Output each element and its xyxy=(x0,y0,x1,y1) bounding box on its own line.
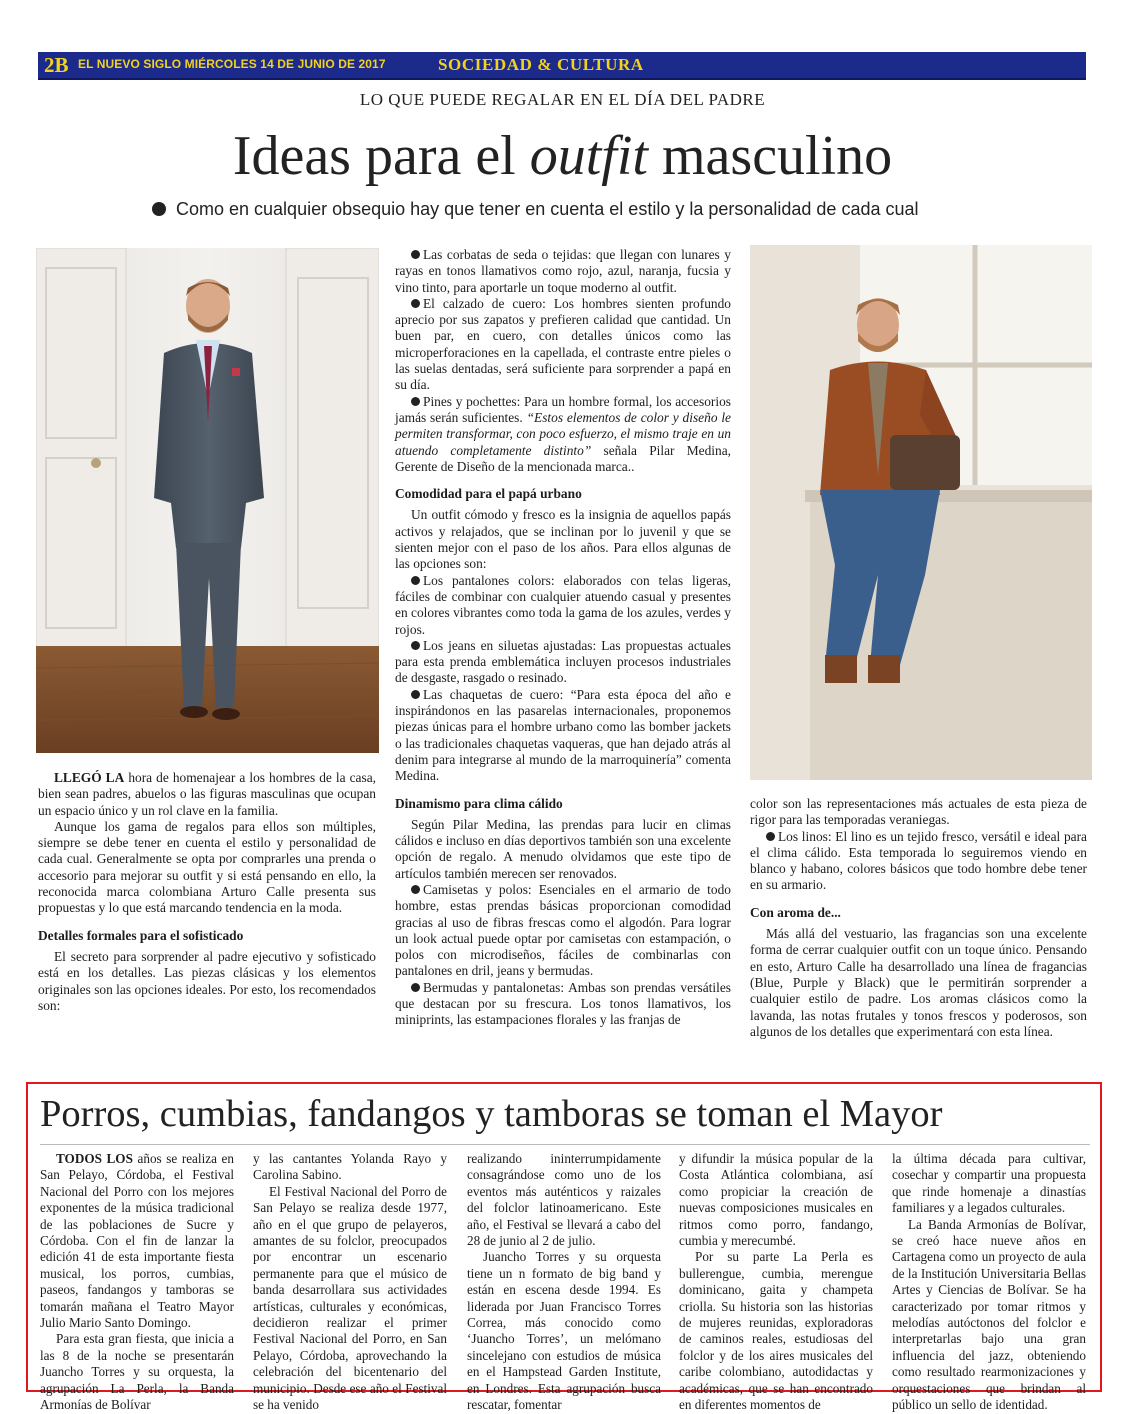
bullet-icon xyxy=(411,641,420,650)
box-column-1 xyxy=(40,1151,234,1414)
bullet-item: Los pantalones colors: elaborados con telas ligeras, fáciles de combinar con cualquier atuendo casual y presentes en colores vibrantes como toda la gama de los azules, verdes y rojos. xyxy=(395,572,731,637)
paragraph: TODOS LOS años se realiza en San Pelayo, Córdoba, el Festival Nacional del Porro con los mejores exponentes de la música tradicional de las poblaciones de Sucre y Córdoba. Con el fin de lanzar la edición 41 de esta importante fiesta musical, los porros, cumbias, paseos, fandangos y tamboras se tomarán mañana el Teatro Mayor Julio Mario Santo Domingo. xyxy=(40,1151,234,1331)
subheading: Dinamismo para clima cálido xyxy=(395,795,563,811)
bullet-icon xyxy=(152,202,166,216)
bullet-item: Los jeans en siluetas ajustadas: Las propuestas actuales para esta prenda emblemática incluyen procesos industriales de desgaste, rasgado o resinado. xyxy=(395,637,731,686)
man-in-leather-jacket-photo xyxy=(750,245,1092,780)
bullet-item: Camisetas y polos: Esenciales en el armario de todo hombre, estas prendas básicas proporcionan comodidad gracias al uso de fibras frescas como el algodón. Para lograr un look actual puede optar por camisetas con estampación, o polos con microdiseños, fáciles de combinarlas con pantalones en dril, jeans y bermudas. xyxy=(395,881,731,979)
bullet-icon xyxy=(411,983,420,992)
paragraph: El secreto para sorprender al padre ejecutivo y sofisticado está en los detalles. Las piezas clásicas y los elementos originales son las opciones ideales. Por esto, los recomendados son: xyxy=(38,948,376,1013)
subheading: Detalles formales para el sofisticado xyxy=(38,927,244,943)
paragraph: y las cantantes Yolanda Rayo y Carolina Sabino. xyxy=(253,1151,447,1183)
article-column-3 xyxy=(750,796,1087,1040)
paragraph: Un outfit cómodo y fresco es la insignia de aquellos papás activos y relajados, que se inclinan por lo juvenil y que se sienten mejor con el paso de los años. Para ellos algunas de las opciones son: xyxy=(395,507,731,572)
deck: Como en cualquier obsequio hay que tener en cuenta el estilo y la personalidad de cada cual xyxy=(152,199,1052,220)
paragraph: realizando ininterrumpidamente consagrándose como uno de los eventos más auténticos y raizales del folclor latinoamericano. Este año, el Festival se llevará a cabo del 28 de junio al 2 de julio. xyxy=(467,1151,661,1249)
paragraph: Para esta gran fiesta, que inicia a las 8 de la noche se presentarán Juancho Torres y su orquesta, la agrupación La Perla, la Banda Armonías de Bolívar xyxy=(40,1331,234,1413)
box-divider xyxy=(40,1144,1090,1145)
bullet-item: Bermudas y pantalonetas: Ambas son prendas versátiles que destacan por su frescura. Los tonos llamativos, los miniprints, las estampaciones florales y las franjas de xyxy=(395,979,731,1028)
subheading: Con aroma de... xyxy=(750,904,841,920)
paragraph: Por su parte La Perla es bullerengue, cumbia, merengue dominicano, gaita y champeta criolla. Su historia son las historias de mujeres reunidas, exploradoras de caminos reales, estudiosas del folclor y de los aires musicales del caribe colombiano, autodidactas y académicas, que se han encontrado en diferentes momentos de xyxy=(679,1249,873,1413)
bullet-icon xyxy=(411,885,420,894)
paragraph: La Banda Armonías de Bolívar, se creó hace nueve años en Cartagena como un proyecto de aula de la Institución Universitaria Bellas Artes y Ciencias de Bolívar. Se ha caracterizado por tomar ritmos y melodías autóctonos del folclor e interpretarlas bajo una gran influencia del jazz, obteniendo como resultado rearmonizaciones y orquestaciones que brindan al público un sello de identidad. xyxy=(892,1216,1086,1413)
paragraph: LLEGÓ LA hora de homenajear a los hombres de la casa, bien sean padres, abuelos o las figuras masculinas que ocupan un espacio único y un rol clave en la familia. xyxy=(38,770,376,818)
kicker: LO QUE PUEDE REGALAR EN EL DÍA DEL PADRE xyxy=(359,90,766,109)
bullet-item: El calzado de cuero: Los hombres sienten profundo aprecio por sus zapatos y prefieren calidad que cantidad. Un buen par, en cuero, con detalles únicos como las microperforaciones en la capellada, el contraste entre pieles o las suelas dentadas, será suficiente para sorprender a papá en su día. xyxy=(395,295,731,393)
paragraph: la última década para cultivar, cosechar y compartir una propuesta que rinde homenaje a dinastías familiares y a legados culturales. xyxy=(892,1151,1086,1216)
bullet-item: Pines y pochettes: Para un hombre formal, los accesorios jamás serán suficientes. “Estos elementos de color y diseño le permiten transformar, con poco esfuerzo, el mismo traje en un atuendo completamente distinto” señala Pilar Medina, Gerente de Diseño de la mencionada marca.. xyxy=(395,393,731,474)
paragraph: Según Pilar Medina, las prendas para lucir en climas cálidos e incluso en días deportivos también son una excelente opción de regalo. A menudo olvidamos que este tipo de artículos también merecen ser renovados. xyxy=(395,816,731,881)
article-column-1 xyxy=(38,770,376,1014)
box-column-2 xyxy=(253,1151,447,1414)
paragraph: Aunque los gama de regalos para ellos son múltiples, siempre se debe tener en cuenta el estilo y personalidad de cada cual. Generalmente se opta por comprarles una prenda o accesorio para mejorar su outfit y si está pensando en ello, la reconocida marca colombiana Arturo Calle presenta sus propuestas y lo que está marcando tendencia en la moda. xyxy=(38,818,376,916)
article-column-2 xyxy=(395,247,731,1029)
headline: Ideas para el outfit masculino xyxy=(232,125,893,187)
masthead-date: EL NUEVO SIGLO MIÉRCOLES 14 DE JUNIO DE 2017 xyxy=(78,57,386,71)
section-name: SOCIEDAD & CULTURA xyxy=(438,55,644,74)
paragraph: Más allá del vestuario, las fragancias son una excelente forma de cerrar cualquier outfit con un toque único. Pensando en esto, Arturo Calle ha desarrollado una línea de fragancias (Blue, Purple y Black) que le permitirán sorprender a cualquier estilo de padre. Los aromas clásicos como la lavanda, las notas frutales y tonos frescos y poderosos, son algunos de los detalles que experimentará con esta línea. xyxy=(750,926,1087,1039)
bullet-icon xyxy=(766,832,775,841)
bullet-icon xyxy=(411,576,420,585)
header-bar xyxy=(38,52,1086,80)
bullet-icon xyxy=(411,397,420,406)
bullet-item: Las corbatas de seda o tejidas: que llegan con lunares y rayas en tonos llamativos como rojo, azul, naranja, fucsia y vino tinto, para aportarle un toque moderno al outfit. xyxy=(395,247,731,295)
box-column-4 xyxy=(679,1151,873,1414)
bullet-icon xyxy=(411,690,420,699)
box-column-5 xyxy=(892,1151,1086,1414)
bullet-icon xyxy=(411,299,420,308)
page-number: 2B xyxy=(44,53,69,77)
bullet-item: Los linos: El lino es un tejido fresco, versátil e ideal para el clima cálido. Esta temporada lo seguiremos viendo en blanco y habano, colores básicos que todo hombre debe tener en su armario. xyxy=(750,828,1087,893)
bullet-item: Las chaquetas de cuero: “Para esta época del año e inspirándonos en las pasarelas internacionales, proponemos piezas únicas para el hombre urbano como las bomber jackets o las tradicionales chaquetas vaqueras, que han dejado atrás al denim para integrarse al mundo de la marroquinería” comenta Medina. xyxy=(395,686,731,784)
box-column-3 xyxy=(467,1151,661,1414)
paragraph: Juancho Torres y su orquesta tiene un n formato de big band y están en escena desde 1994. Es liderada por Juan Francisco Torres Correa, más conocido como ‘Juancho Torres’, un melómano sincelejano con estudios de música en el Hampstead Garden Institute, en Londres. Esta agrupación busca rescatar, fomentar xyxy=(467,1249,661,1413)
paragraph: color son las representaciones más actuales de esta pieza de rigor para las temporadas veraniegas. xyxy=(750,796,1087,828)
box-headline: Porros, cumbias, fandangos y tamboras se toman el Mayor xyxy=(40,1093,943,1135)
bullet-icon xyxy=(411,250,420,259)
subheading: Comodidad para el papá urbano xyxy=(395,486,582,502)
paragraph: El Festival Nacional del Porro de San Pelayo se realiza desde 1977, año en el que grupo de pelayeros, amantes de su folclor, preocupados por encontrar un escenario permanente para que el músico de banda desarrollara sus actividades artísticas, culturales y económicas, decidieron realizar el primer Festival Nacional del Porro, en San Pelayo, Córdoba, aprovechando la celebración del bicentenario del municipio. Desde ese año el Festival se ha venido xyxy=(253,1183,447,1413)
man-in-suit-photo xyxy=(36,248,379,753)
paragraph: y difundir la música popular de la Costa Atlántica colombiana, así como propiciar la creación de nuevas composiciones musicales en ritmos como porro, fandango, cumbia y merecumbé. xyxy=(679,1151,873,1249)
